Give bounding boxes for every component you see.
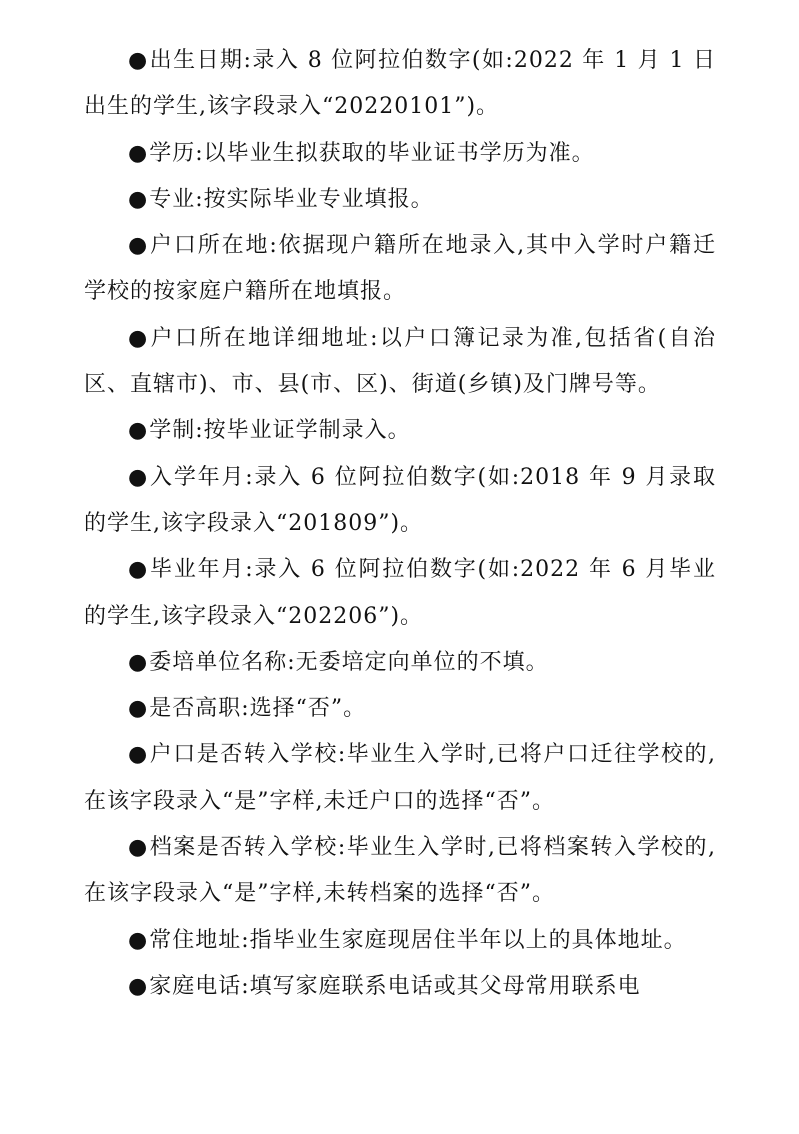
instruction-schooling-length [84,408,716,454]
instruction-text: 户口是否转入学校:毕业生入学时,已将户口迁往学校的,在该字段录入“是”字样,未迁户口的选择“否”。 [84,742,716,814]
bullet-icon: ● [128,418,149,444]
instruction-hukou-transferred [84,732,716,825]
instruction-home-phone [84,964,716,1010]
instruction-file-transferred [84,825,716,918]
instruction-text: 是否高职:选择“否”。 [149,696,367,722]
instruction-text: 专业:按实际毕业专业填报。 [149,186,434,212]
instruction-text: 档案是否转入学校:毕业生入学时,已将档案转入学校的,在该字段录入“是”字样,未转档案的选择“否”。 [84,835,716,907]
instruction-text: 委培单位名称:无委培定向单位的不填。 [149,649,549,675]
instruction-text: 学制:按毕业证学制录入。 [149,418,411,444]
instruction-major [84,177,716,223]
instruction-permanent-address [84,918,716,964]
instruction-text: 入学年月:录入 6 位阿拉伯数字(如:2018 年 9 月录取的学生,该字段录入“201809”)。 [84,464,716,536]
field-instructions-list [84,38,716,1010]
bullet-icon: ● [128,742,149,768]
instruction-education [84,131,716,177]
instruction-enrollment-date [84,455,716,548]
bullet-icon: ● [128,696,149,722]
bullet-icon: ● [128,557,149,583]
instruction-text: 户口所在地详细地址:以户口簿记录为准,包括省(自治区、直辖市)、市、县(市、区)、街道(乡镇)及门牌号等。 [84,325,716,398]
instruction-higher-vocational [84,686,716,732]
instruction-text: 出生日期:录入 8 位阿拉伯数字(如:2022 年 1 月 1 日出生的学生,该字段录入“20220101”)。 [84,48,716,120]
instruction-text: 家庭电话:填写家庭联系电话或其父母常用联系电 [149,973,641,999]
bullet-icon: ● [128,464,149,490]
instruction-birth-date [84,38,716,131]
instruction-text: 学历:以毕业生拟获取的毕业证书学历为准。 [149,140,595,166]
bullet-icon: ● [128,48,149,73]
instruction-text: 毕业年月:录入 6 位阿拉伯数字(如:2022 年 6 月毕业的学生,该字段录入“202206”)。 [84,557,716,629]
bullet-icon: ● [128,927,149,953]
bullet-icon: ● [128,649,149,675]
instruction-hukou-address [84,316,716,409]
instruction-hukou-location [84,223,716,316]
instruction-text: 常住地址:指毕业生家庭现居住半年以上的具体地址。 [149,927,687,953]
bullet-icon: ● [128,835,149,861]
bullet-icon: ● [128,186,149,212]
instruction-sponsor-unit [84,640,716,686]
bullet-icon: ● [128,140,149,166]
instruction-text: 户口所在地:依据现户籍所在地录入,其中入学时户籍迁学校的按家庭户籍所在地填报。 [84,233,716,305]
instruction-graduation-date [84,547,716,640]
bullet-icon: ● [128,973,149,999]
bullet-icon: ● [128,233,149,259]
bullet-icon: ● [128,325,149,351]
